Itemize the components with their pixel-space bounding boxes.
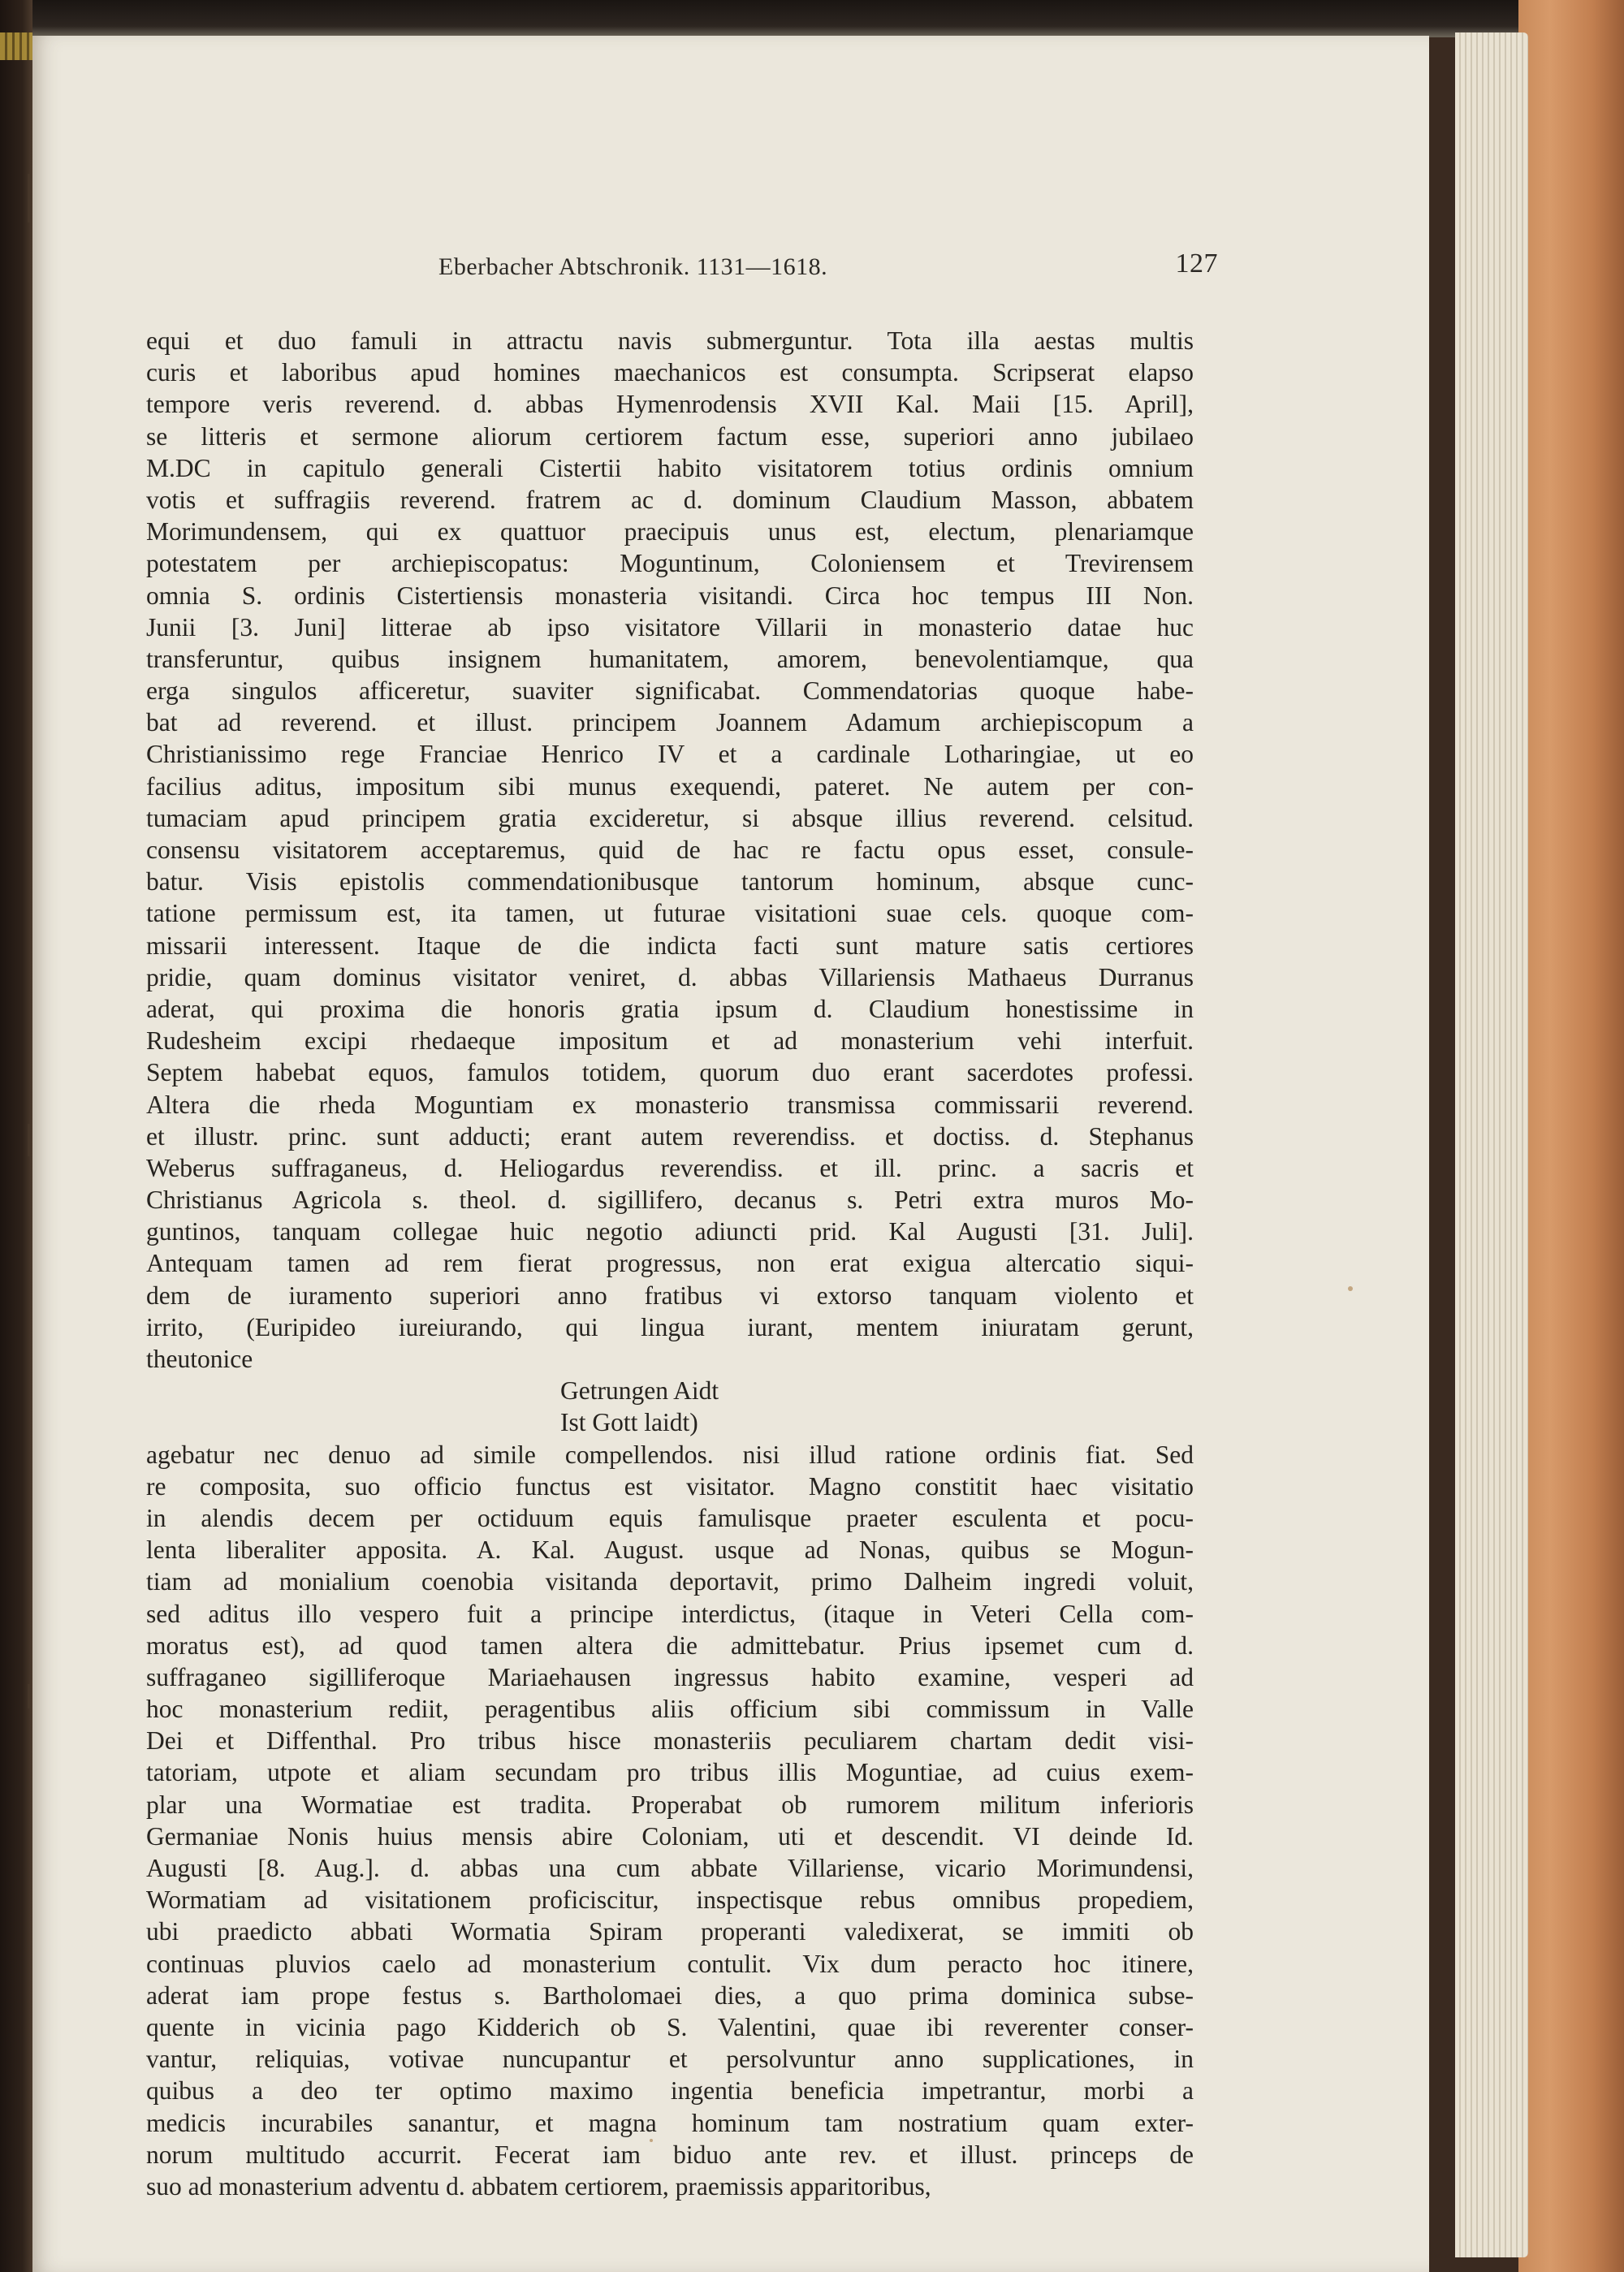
text-line: aderat iam prope festus s. Bartholomaei dies, a quo prima dominica subse- [146,1980,1194,2010]
text-line: transferuntur, quibus insignem humanitatem, amorem, benevolentiamque, qua [146,644,1194,673]
text-line: consensu visitatorem acceptaremus, quid de hac re factu opus esset, consule- [146,836,1194,864]
text-line: missarii interessent. Itaque de die indicta facti sunt mature satis certiores [146,931,1194,960]
text-line: moratus est), ad quod tamen altera die admittebatur. Prius ipsemet cum d. [146,1631,1194,1660]
text-line: batur. Visis epistolis commendationibusque tantorum hominum, absque cunc- [146,867,1194,896]
text-line: vantur, reliquias, votivae nuncupantur et persolvuntur anno supplicationes, in [146,2045,1194,2074]
text-line: pridie, quam dominus visitator veniret, d. abbas Villariensis Mathaeus Durranus [146,962,1194,991]
text-line: dem de iuramento superiori anno fratibus vi extorso tanquam violento et [146,1281,1194,1310]
text-line: continuas pluvios caelo ad monasterium contulit. Vix dum peracto hoc itinere, [146,1949,1194,1978]
text-line: norum multitudo accurrit. Fecerat iam biduo ante rev. et illust. princeps de [146,2140,1194,2169]
text-line: theutonice [146,1345,253,1373]
text-line: irrito, (Euripideo iureiurando, qui lingua iurant, mentem iniuratam gerunt, [146,1312,1194,1341]
text-line: erga singulos afficeretur, suaviter significabat. Commendatorias quoque habe- [146,676,1194,706]
text-line: Antequam tamen ad rem fierat progressus, non erat exigua altercatio siqui- [146,1249,1194,1278]
text-line: potestatem per archiepiscopatus: Moguntinum, Coloniensem et Trevirensem [146,549,1194,578]
text-line: equi et duo famuli in attractu navis submerguntur. Tota illa aestas multis [146,326,1194,355]
text-line: votis et suffragiis reverend. fratrem ac d. dominum Claudium Masson, abbatem [146,485,1194,514]
text-line: ubi praedicto abbati Wormatia Spiram properanti valedixerat, se immiti ob [146,1917,1194,1946]
verse-line: Getrungen Aidt [560,1376,719,1406]
text-line: et illustr. princ. sunt adducti; erant autem reverendiss. et doctiss. d. Stephanus [146,1121,1194,1151]
margin-mark [28,1124,30,1156]
text-line: Altera die rheda Moguntiam ex monasterio transmissa commissarii reverend. [146,1090,1194,1119]
verse-line: Ist Gott laidt) [560,1408,698,1437]
running-title: Eberbacher Abtschronik. 1131—1618. [438,253,828,280]
text-line: M.DC in capitulo generali Cistertii habito visitatorem totius ordinis omnium [146,453,1194,482]
page-edges-stack [1455,32,1528,2257]
text-line: sed aditus illo vespero fuit a principe interdictus, (itaque in Veteri Cella com- [146,1599,1194,1628]
margin-mark [28,1684,30,1708]
text-line: tatoriam, utpote et aliam secundam pro tribus illis Moguntiae, ad cuius exem- [146,1758,1194,1787]
margin-mark [28,174,30,222]
text-line: plar una Wormatiae est tradita. Properabat ob rumorem militum inferioris [146,1790,1194,1819]
text-line: Augusti [8. Aug.]. d. abbas una cum abbate Villariense, vicario Morimundensi, [146,1854,1194,1882]
text-line: aderat, qui proxima die honoris gratia ipsum d. Claudium honestissime in [146,994,1194,1023]
body-text [146,325,1194,2202]
text-line: facilius aditus, impositum sibi munus exequendi, pateret. Ne autem per con- [146,771,1194,801]
text-line: se litteris et sermone aliorum certiorem factum esse, superiori anno jubilaeo [146,421,1194,451]
text-line: medicis incurabiles sanantur, et magna hominum tam nostratium quam exter- [146,2108,1194,2137]
text-line: quibus a deo ter optimo maximo ingentia beneficia impetrantur, morbi a [146,2076,1194,2106]
book-cover-right [1518,0,1624,2272]
text-line: Christianissimo rege Franciae Henrico IV et a cardinale Lotharingiae, ut eo [146,740,1194,769]
text-line: tatione permissum est, ita tamen, ut futurae visitationi suae cels. quoque com- [146,899,1194,928]
text-line: Morimundensem, qui ex quattuor praecipuis unus est, electum, plenariamque [146,517,1194,546]
text-line: curis et laboribus apud homines maechanicos est consumpta. Scripserat elapso [146,358,1194,387]
text-line: Germaniae Nonis huius mensis abire Coloniam, uti et descendit. VI deinde Id. [146,1821,1194,1851]
text-line: quente in vicinia pago Kidderich ob S. Valentini, quae ibi reverenter conser- [146,2012,1194,2041]
text-line: Septem habebat equos, famulos totidem, quorum duo erant sacerdotes professi. [146,1058,1194,1087]
text-line: in alendis decem per octiduum equis famulisque praeter esculenta et pocu- [146,1503,1194,1532]
text-line: re composita, suo officio functus est visitator. Magno constitit haec visitatio [146,1471,1194,1501]
text-line: Wormatiam ad visitationem proficiscitur, inspectisque rebus omnibus propediem, [146,1885,1194,1915]
text-line: agebatur nec denuo ad simile compellendos. nisi illud ratione ordinis fiat. Sed [146,1440,1194,1469]
text-line: tiam ad monialium coenobia visitanda deportavit, primo Dalheim ingredi voluit, [146,1567,1194,1596]
page-number: 127 [1175,248,1218,279]
text-line: suo ad monasterium adventu d. abbatem certiorem, praemissis apparitoribus, [146,2171,931,2201]
text-line: bat ad reverend. et illust. principem Joannem Adamum archiepiscopum a [146,708,1194,737]
text-line: tempore veris reverend. d. abbas Hymenrodensis XVII Kal. Maii [15. April], [146,390,1194,419]
paper-speck [1348,1286,1353,1291]
text-line: Junii [3. Juni] litterae ab ipso visitatore Villarii in monasterio datae huc [146,612,1194,641]
page-header [438,248,1218,289]
book-page [32,36,1429,2272]
text-line: guntinos, tanquam collegae huic negotio adiuncti prid. Kal Augusti [31. Juli]. [146,1217,1194,1246]
text-line: omnia S. ordinis Cistertiensis monasteria visitandi. Circa hoc tempus III Non. [146,581,1194,610]
text-line: suffraganeo sigilliferoque Mariaehausen ingressus habito examine, vesperi ad [146,1662,1194,1691]
cover-top-edge [32,0,1543,37]
text-line: Weberus suffraganeus, d. Heliogardus reverendiss. et ill. princ. a sacris et [146,1153,1194,1182]
text-line: hoc monasterium rediit, peragentibus aliis officium sibi commissum in Valle [146,1695,1194,1724]
text-line: tumaciam apud principem gratia excideretur, si absque illius reverend. celsitud. [146,803,1194,832]
text-line: Christianus Agricola s. theol. d. sigillifero, decanus s. Petri extra muros Mo- [146,1186,1194,1215]
text-line: Rudesheim excipi rhedaeque impositum et ad monasterium vehi interfuit. [146,1026,1194,1056]
text-line: Dei et Diffenthal. Pro tribus hisce monasteriis peculiarem chartam dedit visi- [146,1726,1194,1756]
text-line: lenta liberaliter apposita. A. Kal. August. usque ad Nonas, quibus se Mogun- [146,1536,1194,1565]
